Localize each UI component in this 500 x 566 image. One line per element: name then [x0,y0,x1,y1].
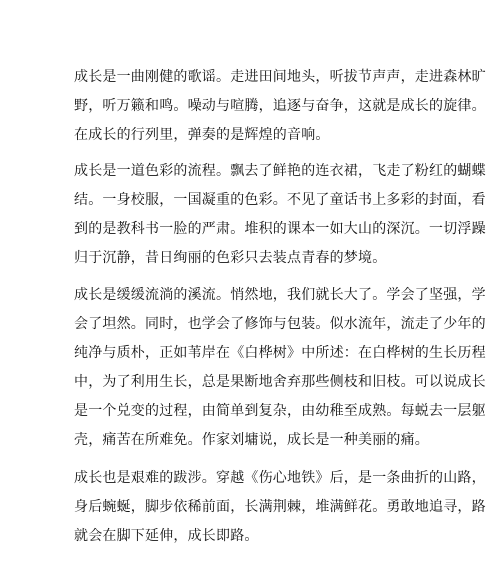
text-line: 壳，痛苦在所难免。作家刘墉说，成长是一种美丽的痛。 [74,432,429,448]
text-line: 成长是缓缓流淌的溪流。悄然地，我们就长大了。学会了坚强，学 [74,287,486,303]
paragraph-growth-stream [74,281,486,455]
text-line: 中，为了利用生长，总是果断地舍弃那些侧枝和旧枝。可以说成长 [74,374,486,390]
text-line: 身后蜿蜒，脚步依稀前面，长满荆棘，堆满鲜花。勇敢地追寻，路 [74,499,486,515]
text-line: 结。一身校服，一国凝重的色彩。不见了童话书上多彩的封面，看 [74,192,486,208]
text-line: 野，听万籁和鸣。噪动与喧腾，追逐与奋争，这就是成长的旋律。 [74,98,486,114]
text-line: 成长是一道色彩的流程。飘去了鲜艳的连衣裙，飞走了粉红的蝴蝶 [74,163,486,179]
text-line: 纯净与质朴，正如苇岸在《白桦树》中所述：在白桦树的生长历程 [74,345,486,361]
text-line: 归于沉静，昔日绚丽的色彩只去装点青春的梦境。 [74,250,387,266]
text-line: 到的是教科书一脸的严肃。堆积的课本一如大山的深沉。一切浮躁 [74,221,486,237]
text-line: 是一个兑变的过程，由简单到复杂，由幼稚至成熟。每蜕去一层躯 [74,403,486,419]
text-line: 成长也是艰难的跋涉。穿越《伤心地铁》后，是一条曲折的山路， [74,470,486,486]
paragraph-growth-colors [74,157,486,273]
text-line: 就会在脚下延伸，成长即路。 [74,528,259,544]
text-line: 会了坦然。同时，也学会了修饰与包装。似水流年，流走了少年的 [74,316,486,332]
text-line: 在成长的行列里，弹奏的是辉煌的音响。 [74,127,330,143]
text-line: 成长是一曲刚健的歌谣。走进田间地头，听拔节声声，走进森林旷 [74,69,486,85]
paragraph-growth-journey [74,464,486,551]
paragraph-growth-song [74,63,486,150]
